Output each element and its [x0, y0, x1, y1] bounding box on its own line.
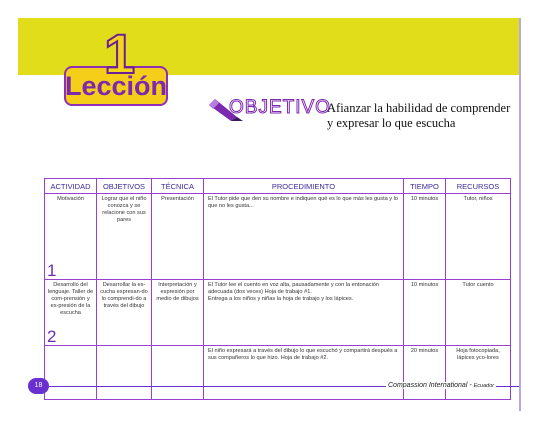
- row-number: 1: [47, 261, 57, 280]
- header-tiempo: TIEMPO: [404, 179, 446, 194]
- cell-tecnica: Interpretación y expresión por medio de dibujos: [152, 280, 204, 346]
- cell-objetivos: [97, 346, 152, 400]
- cell-actividad: [45, 280, 97, 346]
- cell-procedimiento: El Tutor pide que den su nombre e indiquen qué es lo que más les gusta y lo que no les gusta...: [204, 194, 404, 280]
- cell-tiempo: 10 minutos: [404, 194, 446, 280]
- cell-text: Desarrollo del lenguaje. Taller de com-prensión y ex-presión de la escucha: [47, 282, 94, 316]
- lesson-label: Lección: [64, 71, 168, 101]
- table-row: [45, 280, 511, 346]
- cell-tecnica: Presentación: [152, 194, 204, 280]
- cell-recursos: Tutor, niños: [446, 194, 511, 280]
- cell-objetivos: Lograr que el niño conozca y se relacione con sus pares: [97, 194, 152, 280]
- cell-text: Motivación: [57, 196, 84, 202]
- cell-objetivos: Desarrollar la es-cucha expresan-do lo comprendi-do a través del dibujo: [97, 280, 152, 346]
- objective-text: Afianzar la habilidad de comprender y expresar lo que escucha: [327, 101, 511, 130]
- cell-tiempo: 10 minutos: [404, 280, 446, 346]
- footer-credit: [386, 382, 496, 389]
- header-actividad: ACTIVIDAD: [45, 179, 97, 194]
- table-row: [45, 194, 511, 280]
- footer-credit-org: Compassion International -: [388, 382, 474, 389]
- header-recursos: RECURSOS: [446, 179, 511, 194]
- cell-tecnica: [152, 346, 204, 400]
- cell-actividad: [45, 346, 97, 400]
- cell-procedimiento: El Tutor lee el cuento en voz alta, pausadamente y con la entonación adecuada (dos veces) Hoja de trabajo #1. Entrega a los niños y niñas la hoja de trabajo y los lápices.: [204, 280, 404, 346]
- lesson-number: 1: [104, 22, 136, 85]
- cell-recursos: Tutor cuento: [446, 280, 511, 346]
- table-header-row: [45, 179, 511, 194]
- table-row: [45, 346, 511, 400]
- header-objetivos: OBJETIVOS: [97, 179, 152, 194]
- row-number: 2: [47, 327, 57, 346]
- cell-tiempo: 20 minutos: [404, 346, 446, 400]
- footer-credit-country: Ecuador: [473, 383, 495, 389]
- cell-recursos: Hoja fotocopiada, lápices yco-lores: [446, 346, 511, 400]
- header-procedimiento: PROCEDIMIENTO: [204, 179, 404, 194]
- objective-title: OBJETIVO: [229, 97, 331, 118]
- lesson-plan-table: [44, 178, 511, 400]
- page-right-rule: [519, 18, 521, 411]
- page-number: 18: [28, 378, 49, 394]
- cell-procedimiento: El niño expresará a través del dibujo lo que escuchó y compartirá después a sus compañeros lo que hizo. Hoja de trabajo #2.: [204, 346, 404, 400]
- header-tecnica: TÉCNICA: [152, 179, 204, 194]
- cell-actividad: [45, 194, 97, 280]
